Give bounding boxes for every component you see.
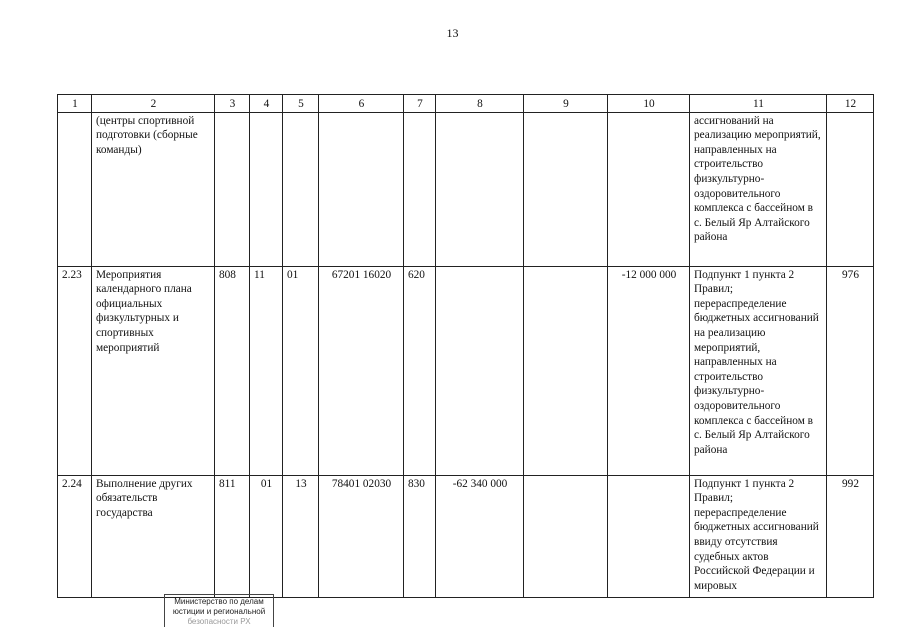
row-cell: [436, 266, 524, 475]
header-cell: 8: [436, 95, 524, 113]
row-cell: [283, 112, 319, 266]
row-number: [58, 112, 92, 266]
row-cell: [608, 112, 690, 266]
row-cell: 78401 02030: [319, 475, 404, 597]
row-cell: [250, 112, 283, 266]
row-cell: [436, 112, 524, 266]
row-cell: [608, 475, 690, 597]
header-cell: 2: [92, 95, 215, 113]
table-row: [58, 266, 874, 475]
row-cell: [319, 112, 404, 266]
row-cell: [524, 266, 608, 475]
header-row: [58, 95, 874, 113]
header-cell: 11: [690, 95, 827, 113]
row-basis: Подпункт 1 пункта 2 Правил; перераспределение бюджетных ассигнований на реализацию мероприятий, направленных на строительство физкультурно-оздоровительного комплекса с бассейном в с. Белый Яр Алтайского района: [690, 266, 827, 475]
header-cell: 12: [827, 95, 874, 113]
row-cell: [827, 112, 874, 266]
header-cell: 4: [250, 95, 283, 113]
header-cell: 7: [404, 95, 436, 113]
page-number: 13: [446, 26, 459, 40]
stamp-line: Министерство по делам: [174, 597, 264, 606]
row-cell: -62 340 000: [436, 475, 524, 597]
row-cell: 620: [404, 266, 436, 475]
stamp-line: юстиции и региональной: [172, 607, 266, 616]
registration-stamp: [164, 594, 274, 627]
row-cell: 01: [250, 475, 283, 597]
row-number: 2.24: [58, 475, 92, 597]
row-name: (центры спортивной подготовки (сборные команды): [92, 112, 215, 266]
table-row: [58, 112, 874, 266]
header-cell: 1: [58, 95, 92, 113]
row-cell: 976: [827, 266, 874, 475]
row-cell: 808: [215, 266, 250, 475]
row-cell: [215, 112, 250, 266]
stamp-line: безопасности РХ: [187, 617, 251, 626]
row-cell: 11: [250, 266, 283, 475]
row-cell: 992: [827, 475, 874, 597]
header-cell: 6: [319, 95, 404, 113]
header-cell: 5: [283, 95, 319, 113]
table-row: [58, 475, 874, 597]
row-cell: [404, 112, 436, 266]
row-cell: [524, 112, 608, 266]
header-cell: 10: [608, 95, 690, 113]
row-basis: Подпункт 1 пункта 2 Правил; перераспределение бюджетных ассигнований ввиду отсутствия судебных актов Российской Федерации и мировых: [690, 475, 827, 597]
row-cell: [524, 475, 608, 597]
budget-table: [57, 94, 874, 598]
row-cell: 13: [283, 475, 319, 597]
row-name: Мероприятия календарного плана официальных физкультурных и спортивных мероприятий: [92, 266, 215, 475]
row-cell: 01: [283, 266, 319, 475]
row-basis: ассигнований на реализацию мероприятий, направленных на строительство физкультурно-оздоровительного комплекса с бассейном в с. Белый Яр Алтайского района: [690, 112, 827, 266]
header-cell: 9: [524, 95, 608, 113]
header-cell: 3: [215, 95, 250, 113]
row-number: 2.23: [58, 266, 92, 475]
row-cell: 811: [215, 475, 250, 597]
row-name: Выполнение других обязательств государства: [92, 475, 215, 597]
row-cell: -12 000 000: [608, 266, 690, 475]
row-cell: 830: [404, 475, 436, 597]
row-cell: 67201 16020: [319, 266, 404, 475]
